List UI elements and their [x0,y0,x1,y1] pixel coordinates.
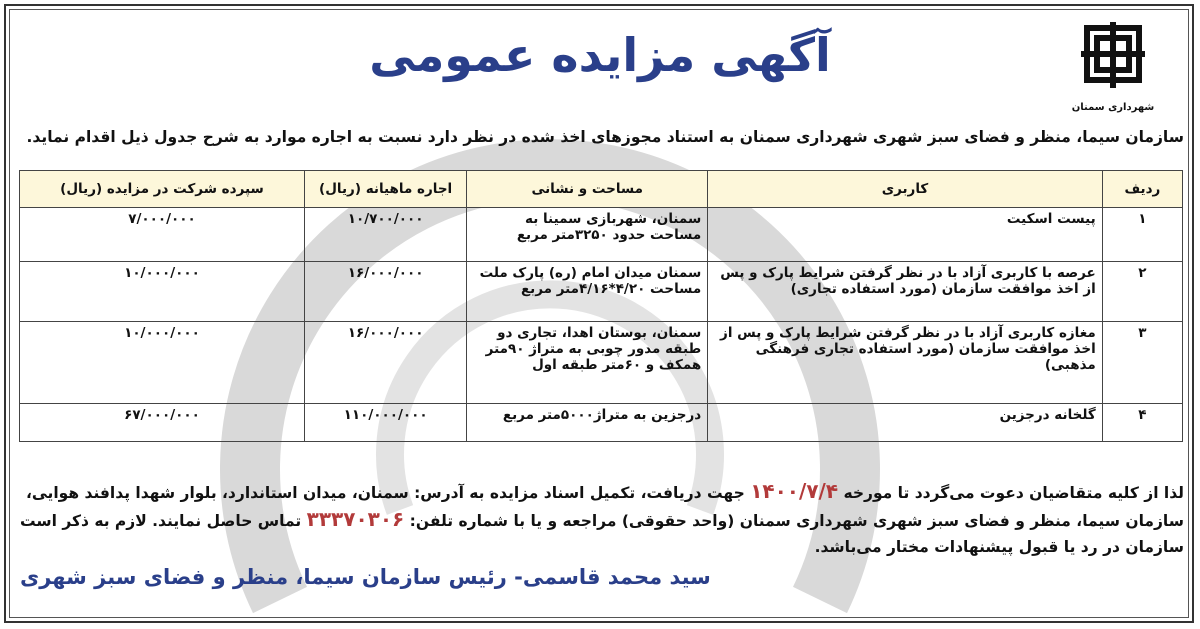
table-row [20,322,1183,404]
header-rent: اجاره ماهیانه (ریال) [304,171,466,208]
logo-caption: شهرداری سمنان [1071,102,1155,113]
cell-usage: مغازه کاربری آزاد با در نظر گرفتن شرایط پارک و پس از اخذ موافقت سازمان (مورد استفاده تجاری فرهنگی مذهبی) [708,322,1103,404]
cell-rent: ۱۱۰/۰۰۰/۰۰۰ [304,404,466,442]
cell-deposit: ۱۰/۰۰۰/۰۰۰ [20,322,305,404]
footer-text-part1: لذا از کلیه متقاضیان دعوت می‌گردد تا مورخه [843,484,1184,502]
footer-paragraph [14,478,1184,560]
cell-area: سمنان، شهربازی سمینا به مساحت حدود ۳۲۵۰متر مربع [467,208,708,262]
signature-line: سید محمد قاسمی- رئیس سازمان سیما، منظر و فضای سبز شهری [20,565,711,589]
deadline-date: ۱۴۰۰/۷/۴ [750,479,839,503]
cell-usage: عرصه با کاربری آزاد با در نظر گرفتن شرایط پارک و پس از اخذ موافقت سازمان (مورد استفاده تجاری) [708,262,1103,322]
intro-paragraph: سازمان سیما، منظر و فضای سبز شهری شهرداری سمنان به استناد مجوزهای اخذ شده در نظر دارد نسبت به اجاره موارد به شرح جدول ذیل اقدام نماید. [26,128,1184,146]
auction-table [19,170,1183,442]
footer-text-part2: جهت دریافت، تکمیل اسناد مزایده به آدرس: سمنان، میدان استاندارد، بلوار شهدا پدافند هوایی، سازمان سیما، منظر و فضای سبز شهری شهرداری سمنان (واحد حقوقی) مراجعه و یا با شماره تلفن: [25,484,1184,530]
cell-deposit: ۱۰/۰۰۰/۰۰۰ [20,262,305,322]
cell-rent: ۱۰/۷۰۰/۰۰۰ [304,208,466,262]
cell-deposit: ۶۷/۰۰۰/۰۰۰ [20,404,305,442]
page-title: آگهی مزایده عمومی [369,28,831,82]
cell-row-number: ۱ [1102,208,1182,262]
table-row [20,208,1183,262]
cell-area: درجزین به متراژ۵۰۰۰متر مربع [467,404,708,442]
cell-row-number: ۲ [1102,262,1182,322]
header-row-number: ردیف [1102,171,1182,208]
header-area: مساحت و نشانی [467,171,708,208]
cell-rent: ۱۶/۰۰۰/۰۰۰ [304,262,466,322]
table-row [20,262,1183,322]
table-header-row [20,171,1183,208]
cell-usage: گلخانه درجزین [708,404,1103,442]
phone-number: ۳۳۳۷۰۳۰۶ [306,507,405,531]
cell-row-number: ۴ [1102,404,1182,442]
cell-usage: پیست اسکیت [708,208,1103,262]
footer-text-part3: تماس حاصل نمایند. لازم به ذکر است سازمان در رد یا قبول پیشنهادات مختار می‌باشد. [19,512,1184,556]
cell-deposit: ۷/۰۰۰/۰۰۰ [20,208,305,262]
header-deposit: سپرده شرکت در مزایده (ریال) [20,171,305,208]
table-row [20,404,1183,442]
cell-row-number: ۳ [1102,322,1182,404]
cell-area: سمنان، بوستان اهدا، تجاری دو طبقه مدور چوبی به متراژ ۹۰متر همکف و ۶۰متر طبقه اول [467,322,708,404]
cell-area: سمنان میدان امام (ره) پارک ملت مساحت ۴/۲۰*۴/۱۶متر مربع [467,262,708,322]
cell-rent: ۱۶/۰۰۰/۰۰۰ [304,322,466,404]
header-usage: کاربری [708,171,1103,208]
